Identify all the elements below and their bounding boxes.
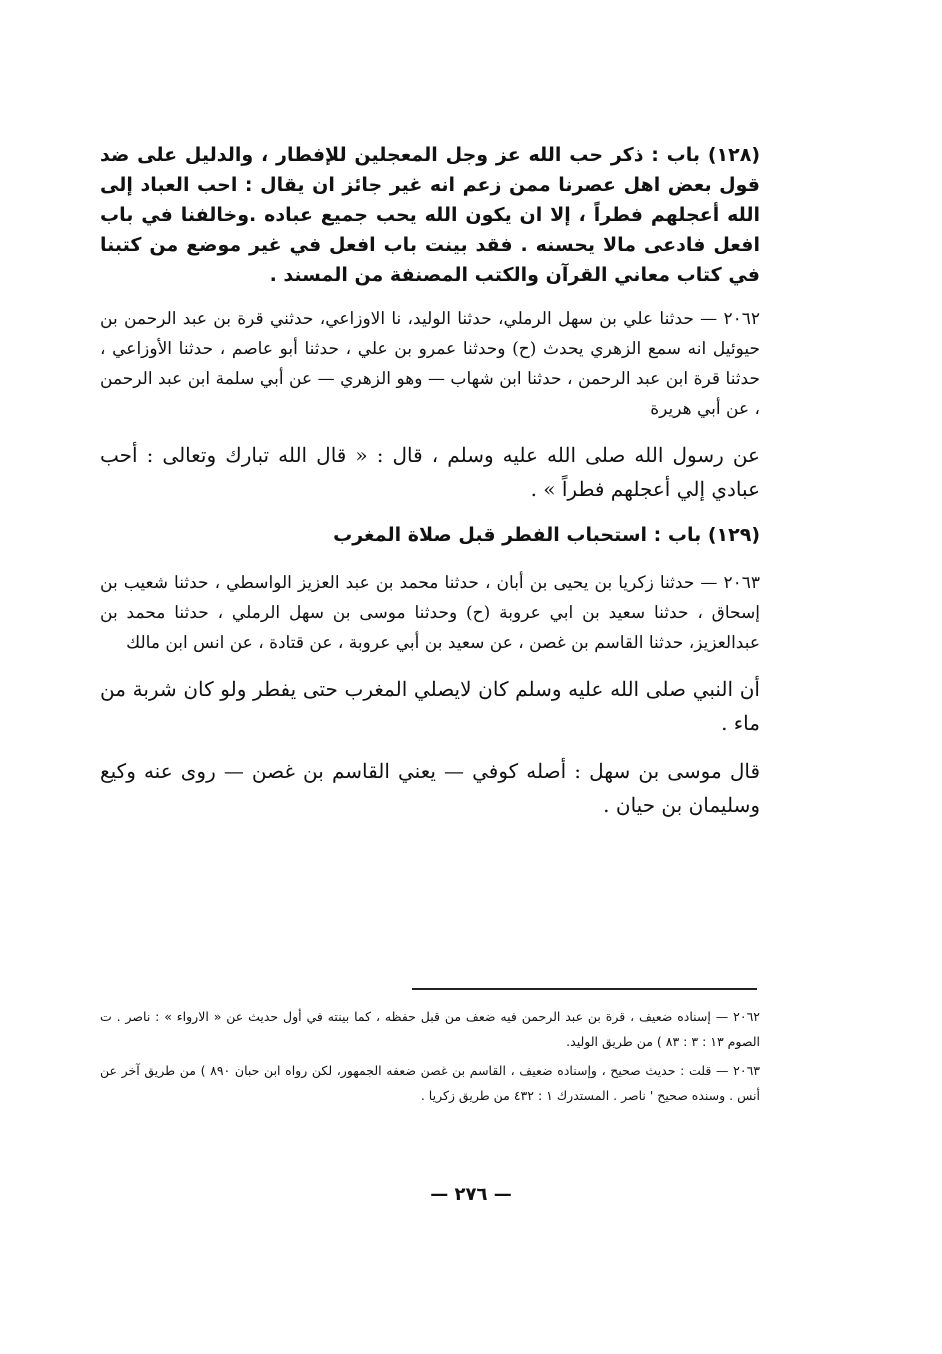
page-number: — ٢٧٦ —	[430, 1184, 512, 1205]
footnote-2062: ٢٠٦٢ — إسناده ضعيف ، قرة بن عبد الرحمن فيه ضعف من قبل حفظه ، كما بينته في أول حديث عن « الارواء » : ناصر . ت الصوم ١٣ : ٣ : ٨٣ ) من طريق الوليد.	[100, 1009, 760, 1049]
page-body	[100, 140, 760, 836]
chapter-heading-128: (١٢٨) باب : ذكر حب الله عز وجل المعجلين للإفطار ، والدليل على ضد قول بعض اهل عصرنا ممن زعم انه غير جائز ان يقال : احب العباد إلى الله أعجلهم فطراً ، إلا ان يكون الله يحب جميع عباده .وخالفنا في باب افعل فادعى مالا يحسنه . فقد بينت باب افعل في غير موضع من كتبنا في كتاب معاني القرآن والكتب المصنفة من المسند .	[100, 144, 760, 286]
chapter-heading-129: (١٢٩) باب : استحباب الفطر قبل صلاة المغرب	[333, 524, 760, 546]
footnotes	[100, 1004, 760, 1112]
hadith-2062-isnad: ٢٠٦٢ — حدثنا علي بن سهل الرملي، حدثنا الوليد، نا الاوزاعي، حدثني قرة بن عبد الرحمن بن حيوئيل انه سمع الزهري يحدث (ح) وحدثنا عمرو بن علي ، حدثنا أبو عاصم ، حدثنا الأوزاعي ، حدثنا قرة ابن عبد الرحمن ، حدثنا ابن شهاب — وهو الزهري — عن أبي سلمة ابن عبد الرحمن ، عن أبي هريرة	[100, 309, 760, 419]
hadith-2063-isnad: ٢٠٦٣ — حدثنا زكريا بن يحيى بن أبان ، حدثنا محمد بن عبد العزيز الواسطي ، حدثنا شعيب بن إسحاق ، حدثنا سعيد بن ابي عروبة (ح) وحدثنا موسى بن سهل الرملي ، حدثنا محمد بن عبدالعزيز، حدثنا القاسم بن غصن ، عن سعيد بن أبي عروبة ، عن قتادة ، عن انس ابن مالك	[100, 573, 760, 653]
hadith-2062-matn: عن رسول الله صلى الله عليه وسلم ، قال : « قال الله تبارك وتعالى : أحب عبادي إلي أعجلهم فطراً » .	[100, 443, 760, 501]
footnote-divider	[412, 988, 757, 990]
footnote-2063: ٢٠٦٣ — قلت : حديث صحيح ، وإسناده ضعيف ، القاسم بن غصن ضعفه الجمهور، لكن رواه ابن حبان ٨٩٠ ) من طريق آخر عن أنس . وسنده صحيح ' ناصر . المستدرك ١ : ٤٣٢ من طريق زكريا .	[100, 1063, 760, 1103]
hadith-2063-note: قال موسى بن سهل : أصله كوفي — يعني القاسم بن غصن — روى عنه وكيع وسليمان بن حيان .	[100, 759, 760, 817]
hadith-2063-matn: أن النبي صلى الله عليه وسلم كان لايصلي المغرب حتى يفطر ولو كان شربة من ماء .	[100, 677, 760, 735]
